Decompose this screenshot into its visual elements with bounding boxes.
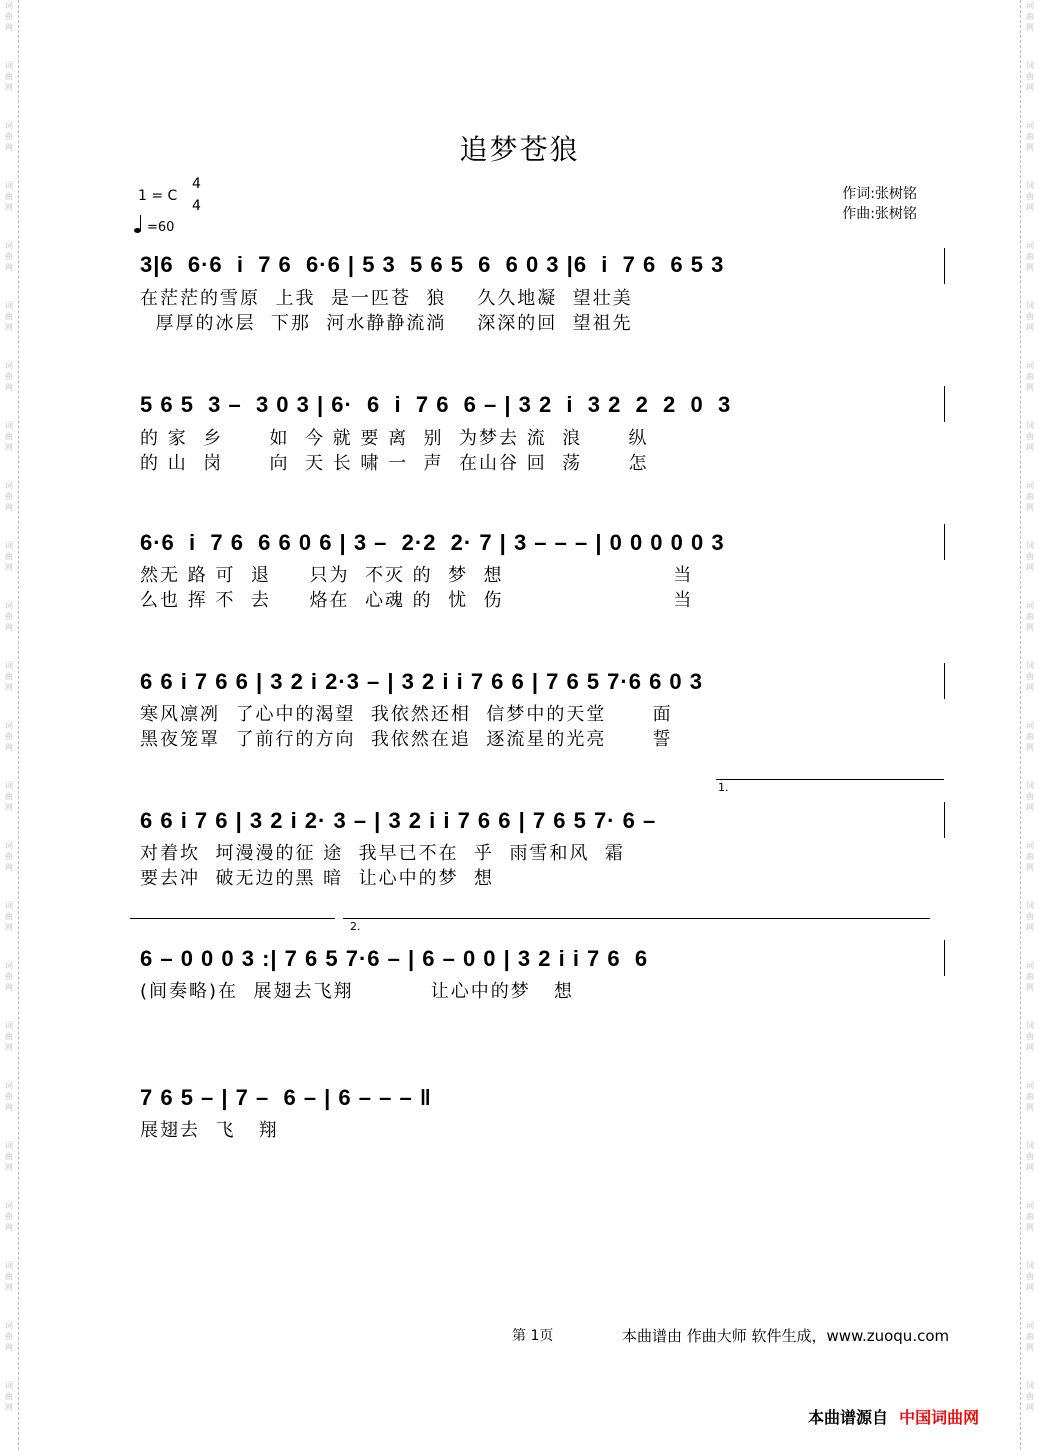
watermark-text: 词 曲 网 [1026,181,1034,212]
watermark-text: 词 曲 网 [1026,1201,1034,1232]
watermark-text: 词 曲 网 [5,961,13,992]
watermark-text: 词 曲 网 [5,901,13,932]
watermark-text: 词 曲 网 [1026,1141,1034,1172]
watermark-text: 词 曲 网 [5,781,13,812]
composer: 作曲:张树铭 [842,206,917,222]
watermark-text: 词 曲 网 [1026,961,1034,992]
lyrics-verse-1: 寒风凛冽 了心中的渴望 我依然还相 信梦中的天堂 面 [140,704,673,725]
watermark-text: 词 曲 网 [1026,1321,1034,1352]
page-number: 第 1页 [512,1328,554,1344]
barline [944,802,945,838]
watermark-text: 词 曲 网 [1026,901,1034,932]
volta-1-label: 1. [718,781,729,794]
watermark-text: 词 曲 网 [5,601,13,632]
barline [944,386,945,422]
lyrics-verse-1: 的 家 乡 如 今 就 要 离 别 为梦去 流 浪 纵 [140,428,649,449]
tempo-value: =60 [147,220,175,235]
watermark-text: 词 曲 网 [5,541,13,572]
credits [842,184,917,224]
watermark-text: 词 曲 网 [5,1141,13,1172]
source-site-link[interactable]: 中国词曲网 [899,1408,980,1427]
watermark-text: 词 曲 网 [1026,1261,1034,1292]
watermark-text: 词 曲 网 [5,421,13,452]
volta-bracket-1 [716,779,944,780]
barline [944,524,945,560]
barline [944,940,945,976]
watermark-text: 词 曲 网 [1026,721,1034,752]
notation-line: 6 6 i 7 6 6 | 3 2 i 2·3 – | 3 2 i i 7 6 6 | 7 6 5 7·6 6 0 3 [140,669,704,694]
watermark-text: 词 曲 网 [1026,481,1034,512]
lyrics-verse-1: (间奏略)在 展翅去飞翔 让心中的梦 想 [140,981,574,1002]
watermark-text: 词 曲 网 [5,1201,13,1232]
watermark-text: 词 曲 网 [1026,781,1034,812]
source-credit [808,1405,979,1428]
watermark-text: 词 曲 网 [1026,1381,1034,1412]
lyrics-verse-2: 么也 挥 不 去 烙在 心魂 的 忧 伤 当 [140,590,694,611]
lyrics-verse-1: 在茫茫的雪原 上我 是一匹苍 狼 久久地凝 望壮美 [140,288,633,309]
watermark-text: 词 曲 网 [5,61,13,92]
watermark-text: 词 曲 网 [5,1321,13,1352]
watermark-text: 词 曲 网 [1026,361,1034,392]
notation-line: 6·6 i 7 6 6 6 0 6 | 3 – 2·2 2· 7 | 3 – – – | 0 0 0 0 0 3 [140,530,725,555]
watermark-text: 词 曲 网 [5,481,13,512]
watermark-text: 词 曲 网 [1026,61,1034,92]
lyrics-verse-1: 然无 路 可 退 只为 不灭 的 梦 想 当 [140,565,694,586]
watermark-text: 词 曲 网 [5,361,13,392]
watermark-text: 词 曲 网 [5,181,13,212]
tempo-marking [134,220,174,235]
time-signature-bottom: 4 [192,198,201,214]
volta-2-label: 2. [350,920,361,933]
lyrics-verse-2: 要去冲 破无边的黑 暗 让心中的梦 想 [140,868,495,889]
watermark-text: 词 曲 网 [1026,541,1034,572]
watermark-text: 词 曲 网 [1026,1081,1034,1112]
watermark-text: 词 曲 网 [5,1381,13,1412]
notation-line: 7 6 5 – | 7 – 6 – | 6 – – – ‖ [140,1085,432,1110]
watermark-text: 词 曲 网 [5,661,13,692]
watermark-text: 词 曲 网 [1026,301,1034,332]
watermark-text: 词 曲 网 [5,121,13,152]
watermark-text: 词 曲 网 [5,1081,13,1112]
barline [944,663,945,699]
lyrics-verse-1: 对着坎 坷漫漫的征 途 我早已不在 乎 雨雪和风 霜 [140,843,625,864]
watermark-text: 词 曲 网 [1026,661,1034,692]
watermark-text: 词 曲 网 [5,1261,13,1292]
lyrics-verse-2: 厚厚的冰层 下那 河水静静流淌 深深的回 望祖先 [140,313,633,334]
source-prefix: 本曲谱源自 [808,1408,889,1427]
notation-line: 6 6 i 7 6 | 3 2 i 2· 3 – | 3 2 i i 7 6 6 | 7 6 5 7· 6 – [140,808,657,833]
watermark-text: 词 曲 网 [5,1021,13,1052]
watermark-text: 词 曲 网 [1026,241,1034,272]
barline [944,248,945,284]
notation-line: 6 – 0 0 0 3 :| 7 6 5 7·6 – | 6 – 0 0 | 3 2 i i 7 6 6 [140,946,649,971]
volta-bracket-1-continued [130,918,335,919]
lyrics-verse-2: 的 山 岗 向 天 长 啸 一 声 在山谷 回 荡 怎 [140,453,649,474]
quarter-note-icon [134,228,141,233]
watermark-text: 词 曲 网 [5,841,13,872]
lyrics-verse-1: 展翅去 飞 翔 [140,1120,279,1141]
notation-line: 3|6 6·6 i 7 6 6·6 | 5 3 5 6 5 6 6 0 3 |6 i 7 6 6 5 3 [140,252,725,277]
volta-bracket-2 [343,918,930,919]
watermark-text: 词 曲 网 [1026,421,1034,452]
watermark-text: 词 曲 网 [1026,601,1034,632]
watermark-text: 词 曲 网 [5,241,13,272]
watermark-text: 词 曲 网 [5,1,13,32]
generator-credit: 本曲谱由 作曲大师 软件生成，www.zuoqu.com [622,1327,950,1345]
watermark-text: 词 曲 网 [1026,1021,1034,1052]
time-signature-top: 4 [192,176,201,192]
watermark-text: 词 曲 网 [1026,121,1034,152]
watermark-text: 词 曲 网 [5,301,13,332]
watermark-text: 词 曲 网 [5,721,13,752]
lyrics-verse-2: 黑夜笼罩 了前行的方向 我依然在追 逐流星的光亮 誓 [140,729,673,750]
watermark-text: 词 曲 网 [1026,841,1034,872]
lyricist: 作词:张树铭 [842,186,917,202]
notation-line: 5 6 5 3 – 3 0 3 | 6· 6 i 7 6 6 – | 3 2 i 3 2 2 2 0 3 [140,392,732,417]
key-signature: 1 = C [138,188,178,204]
watermark-text: 词 曲 网 [1026,1,1034,32]
song-title: 追梦苍狼 [459,133,580,166]
